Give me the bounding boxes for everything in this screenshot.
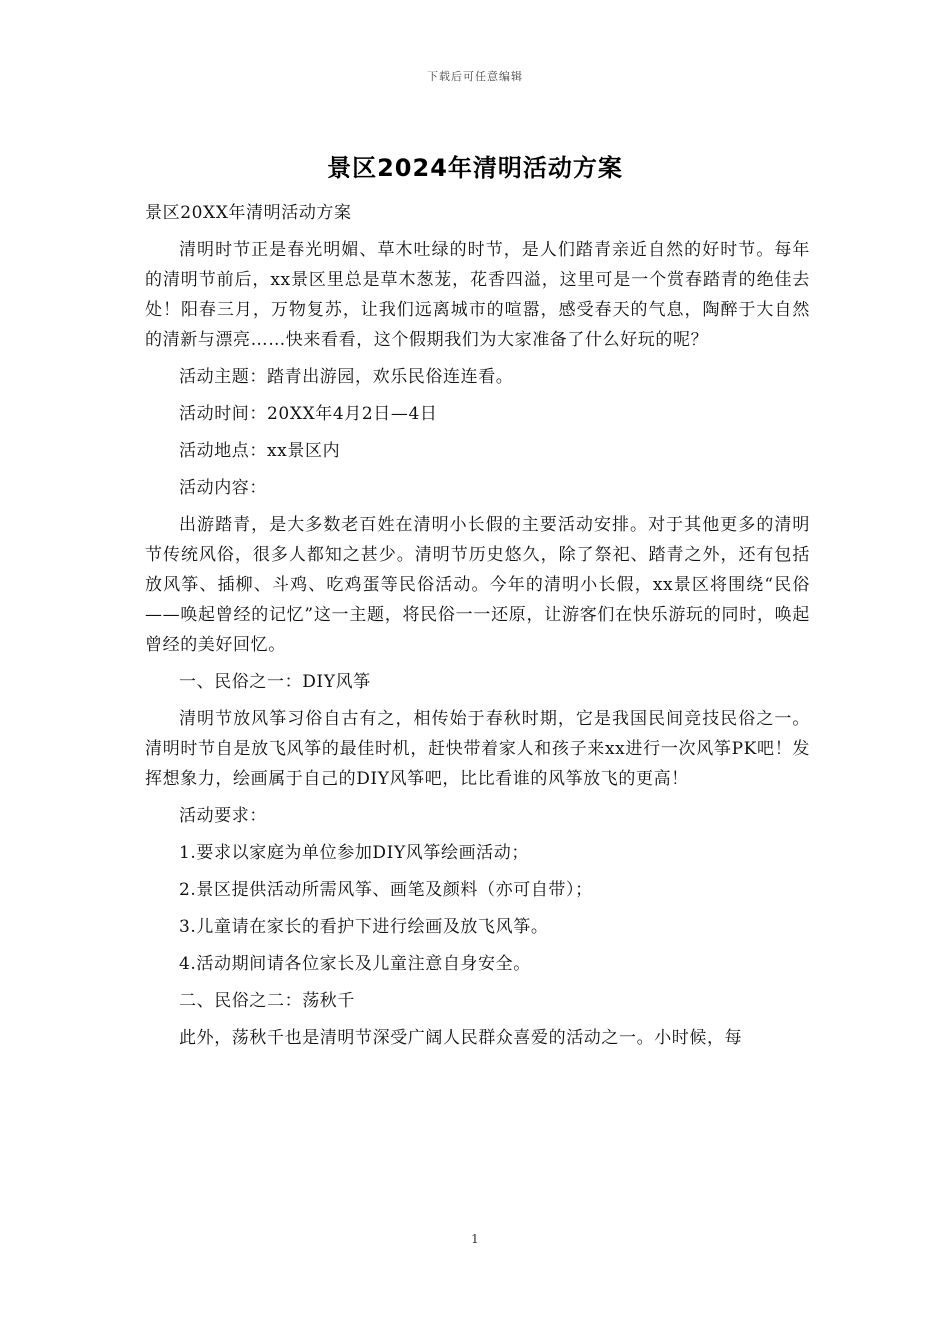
requirement-item-4: 4.活动期间请各位家长及儿童注意自身安全。 (179, 954, 531, 974)
section-heading-kite: 一、民俗之一：DIY风筝 (179, 672, 371, 692)
paragraph-theme: 活动主题：踏青出游园，欢乐民俗连连看。 (179, 367, 514, 387)
document-body (145, 198, 810, 1060)
paragraph-intro: 清明时节正是春光明媚、草木吐绿的时节，是人们踏青亲近自然的好时节。每年的清明节前后，xx景区里总是草木葱茏，花香四溢，这里可是一个赏春踏青的绝佳去处！阳春三月，万物复苏，让我们远离城市的喧嚣，感受春天的气息，陶醉于大自然的清新与漂亮……快来看看，这个假期我们为大家准备了什么好玩的呢？ (145, 240, 810, 350)
document-title: 景区2024年清明活动方案 (327, 154, 623, 182)
paragraph-time: 活动时间：20XX年4月2日—4日 (179, 404, 438, 424)
requirement-item-1: 1.要求以家庭为单位参加DIY风筝绘画活动； (179, 843, 529, 863)
page-number: 1 (471, 1232, 479, 1246)
requirement-item-3: 3.儿童请在家长的看护下进行绘画及放飞风筝。 (179, 917, 549, 937)
paragraph-location: 活动地点：xx景区内 (179, 441, 341, 461)
requirement-item-2: 2.景区提供活动所需风筝、画笔及颜料（亦可自带）； (179, 880, 593, 900)
paragraph-content-label: 活动内容： (179, 478, 267, 498)
paragraph-requirements-label: 活动要求： (179, 806, 267, 826)
paragraph-content: 出游踏青，是大多数老百姓在清明小长假的主要活动安排。对于其他更多的清明节传统风俗，很多人都知之甚少。清明节历史悠久，除了祭祀、踏青之外，还有包括放风筝、插柳、斗鸡、吃鸡蛋等民俗活动。今年的清明小长假，xx景区将围绕“民俗——唤起曾经的记忆”这一主题，将民俗一一还原，让游客们在快乐游玩的同时，唤起曾经的美好回忆。 (145, 515, 810, 655)
paragraph-swing: 此外，荡秋千也是清明节深受广阔人民群众喜爱的活动之一。小时候，每 (179, 1028, 743, 1048)
page-header-note: 下载后可任意编辑 (427, 70, 523, 83)
section-heading-swing: 二、民俗之二：荡秋千 (179, 991, 355, 1011)
document-subtitle: 景区20XX年清明活动方案 (145, 203, 352, 223)
paragraph-kite: 清明节放风筝习俗自古有之，相传始于春秋时期，它是我国民间竞技民俗之一。清明时节自是放飞风筝的最佳时机，赶快带着家人和孩子来xx进行一次风筝PK吧！发挥想象力，绘画属于自己的DIY风筝吧，比比看谁的风筝放飞的更高！ (145, 709, 810, 789)
